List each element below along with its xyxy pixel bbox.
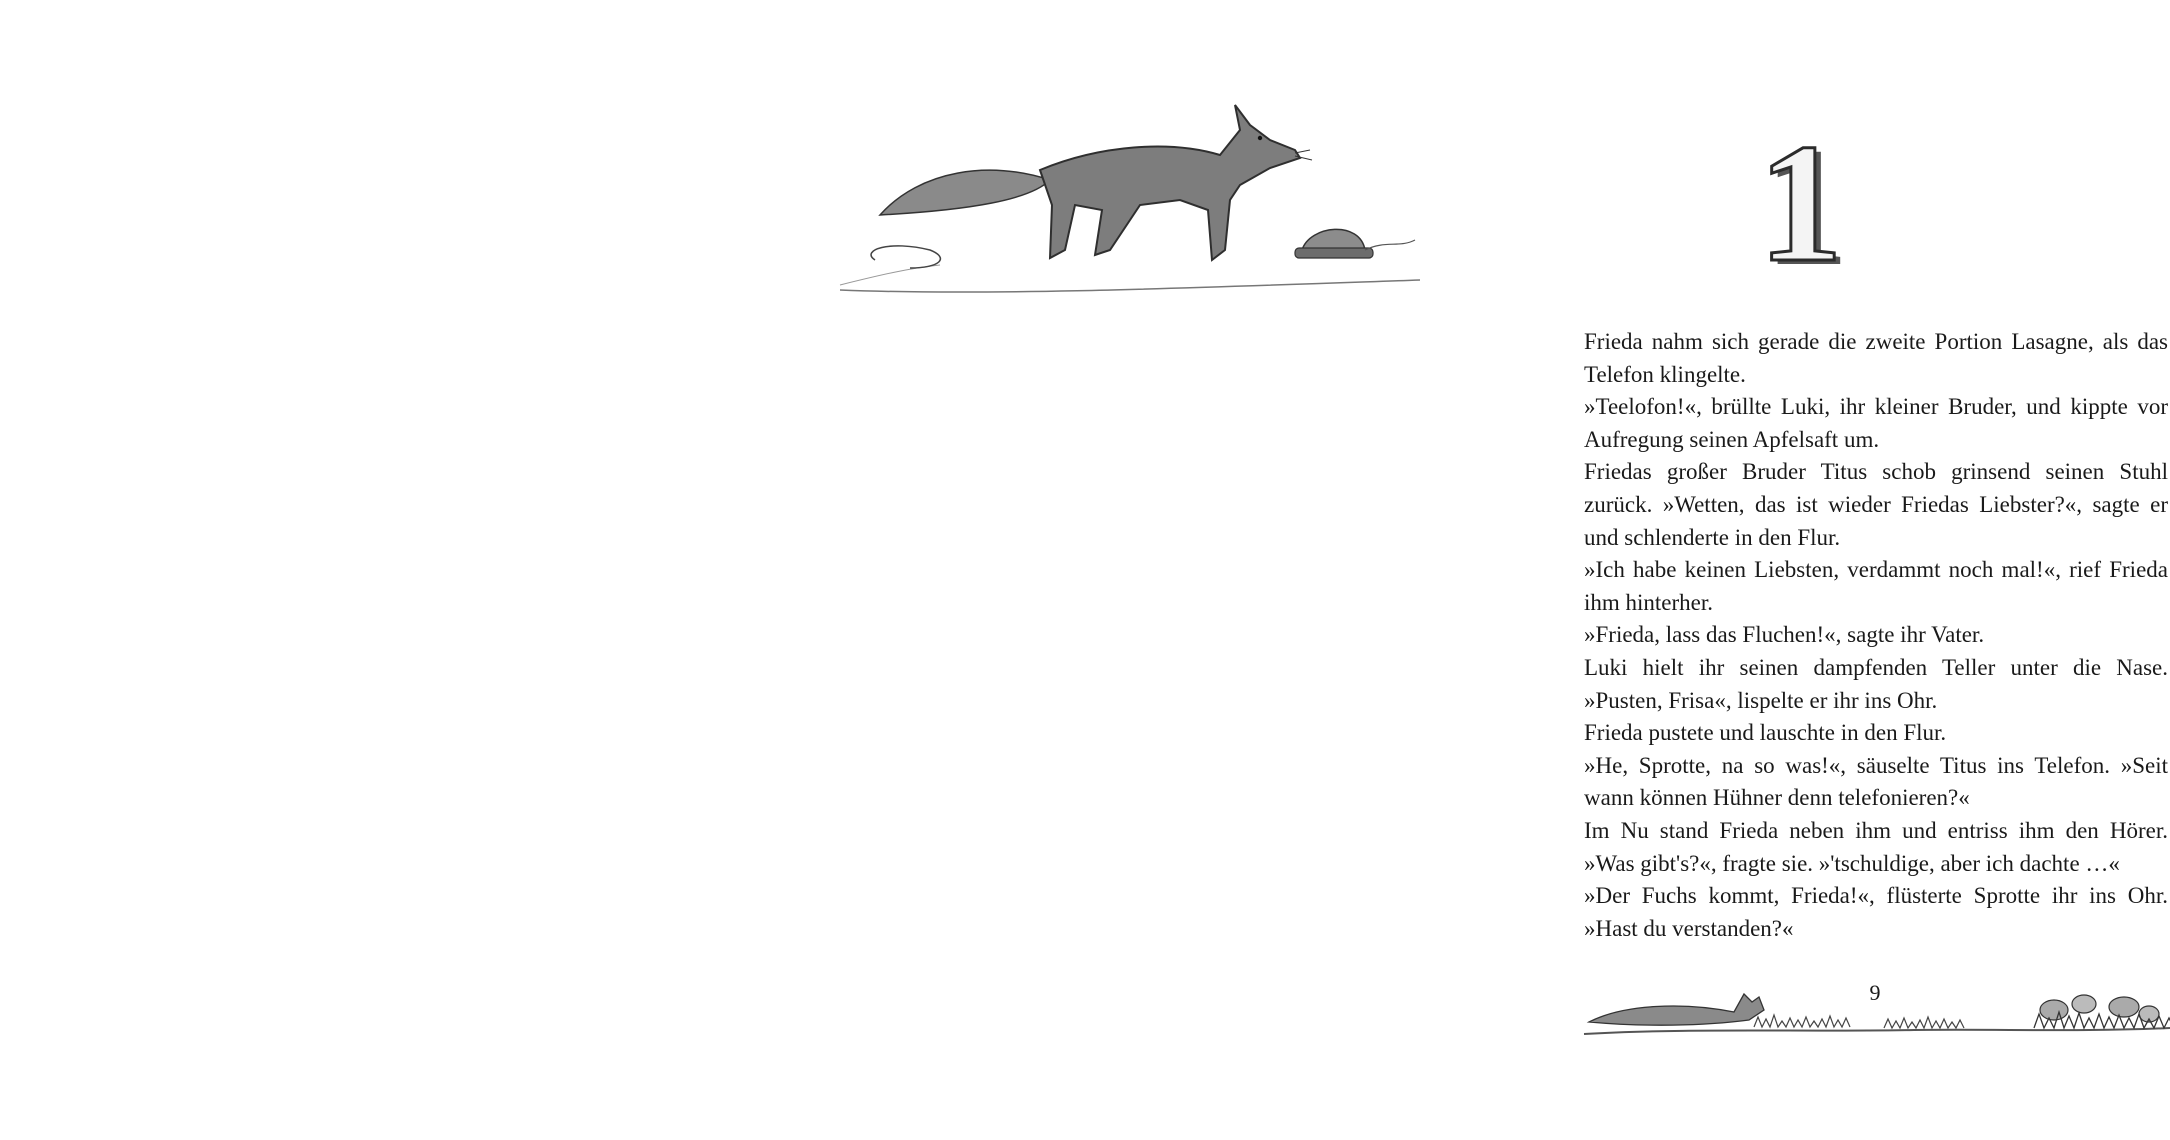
paragraph: Im Nu stand Frieda neben ihm und entriss ihm den Hörer. »Was gibt's?«, fragte sie. »'tschuldige, aber ich dachte …« — [1584, 817, 2168, 876]
fox-telephone-illustration — [840, 90, 1420, 300]
paragraph: »Der Fuchs kommt, Frieda!«, flüsterte Sprotte ihr ins Ohr. »Hast du verstanden?« — [1584, 883, 2168, 941]
paragraph: »Frieda, lass das Fluchen!«, sagte ihr Vater. — [1584, 622, 1985, 648]
chapter-text — [1584, 326, 2168, 945]
chapter-number: 1 — [1758, 109, 1843, 297]
page-number: 9 — [1869, 980, 1881, 1005]
footer-fox-hens-illustration — [1584, 982, 2170, 1042]
paragraph: Frieda nahm sich gerade die zweite Portion Lasagne, als das Telefon klingelte. — [1584, 329, 2168, 387]
paragraph: Frieda pustete und lauschte in den Flur. — [1584, 720, 1947, 746]
paragraph: »Ich habe keinen Liebsten, verdammt noch mal!«, rief Frieda ihm hinterher. — [1584, 557, 2168, 615]
left-page-blank — [0, 0, 750, 1140]
right-page — [750, 0, 2168, 1140]
paragraph: Friedas großer Bruder Titus schob grinsend seinen Stuhl zurück. »Wetten, das ist wieder Friedas Liebster?«, sagte er und schlenderte in den Flur. — [1584, 459, 2168, 550]
paragraph: »Teelofon!«, brüllte Luki, ihr kleiner Bruder, und kippte vor Aufregung seinen Apfelsaft um. — [1584, 394, 2168, 452]
paragraph: Luki hielt ihr seinen dampfenden Teller unter die Nase. »Pusten, Frisa«, lispelte er ihr ins Ohr. — [1584, 654, 2168, 713]
paragraph: »He, Sprotte, na so was!«, säuselte Titus ins Telefon. »Seit wann können Hühner denn telefonieren?« — [1584, 752, 2168, 811]
